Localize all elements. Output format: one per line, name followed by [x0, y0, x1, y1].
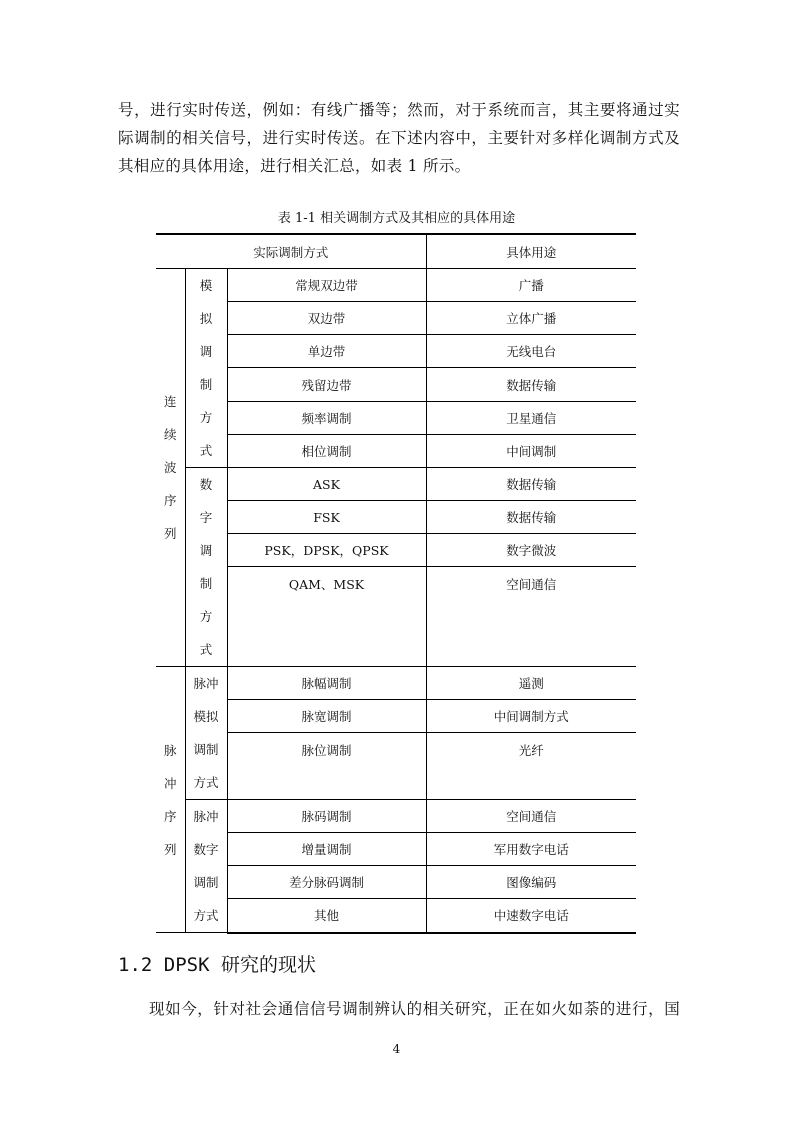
- group-continuous-label: [156, 269, 185, 666]
- table-row: [156, 534, 636, 567]
- table-row: [156, 501, 636, 534]
- vertical-char: 续: [163, 427, 177, 442]
- vertical-char: 列: [163, 526, 177, 541]
- vertical-char: 冲: [163, 775, 177, 791]
- paragraph-line: 号，进行实时传送，例如：有线广播等；然而，对于系统而言，其主要将通过实: [118, 101, 680, 119]
- method-cell: 脉宽调制: [227, 700, 426, 733]
- sub-digital-label: [186, 468, 227, 666]
- table-row: [156, 269, 636, 302]
- vertical-char: 字: [199, 510, 213, 525]
- vertical-char: 数: [199, 477, 213, 492]
- use-cell: 数据传输: [426, 468, 636, 501]
- sub-digital: [185, 468, 227, 667]
- table-header-row: [156, 234, 636, 269]
- sub-pulse-analog: [185, 667, 227, 800]
- header-method: 实际调制方式: [156, 234, 426, 269]
- vertical-char: 方: [199, 410, 213, 425]
- sub-pulse-analog-label: 脉冲 模拟 调制 方式: [193, 676, 219, 790]
- use-cell: 空间通信: [426, 567, 636, 667]
- use-cell: 图像编码: [426, 866, 636, 899]
- method-cell: 其他: [227, 899, 426, 933]
- table-row: [156, 899, 636, 933]
- use-cell: 中间调制: [426, 434, 636, 467]
- vertical-char: 序: [163, 493, 177, 508]
- group-pulse-label: [156, 667, 185, 932]
- paragraph-line: 现如今，针对社会通信信号调制辨认的相关研究，正在如火如荼的进行，国: [149, 1000, 680, 1018]
- vertical-char: 序: [163, 808, 177, 824]
- use-cell: 军用数字电话: [426, 833, 636, 866]
- table-row: [156, 468, 636, 501]
- vertical-char: 波: [163, 460, 177, 475]
- modulation-table: [156, 233, 636, 934]
- vertical-char: 调: [199, 344, 213, 359]
- vertical-char: 方: [199, 609, 213, 624]
- use-cell: 无线电台: [426, 335, 636, 368]
- group-continuous-wave: [156, 269, 185, 667]
- table-row: [156, 700, 636, 733]
- table-row: [156, 401, 636, 434]
- vertical-char: 制: [199, 377, 213, 392]
- method-cell: PSK，DPSK，QPSK: [227, 534, 426, 567]
- use-cell: 遥测: [426, 667, 636, 700]
- table-row: [156, 434, 636, 467]
- use-cell: 中速数字电话: [426, 899, 636, 933]
- sub-analog-label: [186, 269, 227, 467]
- method-cell: 相位调制: [227, 434, 426, 467]
- method-cell: 残留边带: [227, 368, 426, 401]
- sub-pulse-digital: [185, 800, 227, 933]
- use-cell: 光纤: [426, 733, 636, 800]
- paragraph-line: 际调制的相关信号，进行实时传送。在下述内容中，主要针对多样化调制方式及: [118, 129, 680, 147]
- section-heading: 1.2 DPSK 研究的现状: [118, 954, 316, 976]
- vertical-char: 式: [199, 642, 213, 657]
- table-row: [156, 733, 636, 759]
- paragraph-line: 其相应的具体用途，进行相关汇总，如表 1 所示。: [118, 157, 471, 175]
- method-cell: QAM、MSK: [227, 567, 426, 667]
- method-cell: 单边带: [227, 335, 426, 368]
- vertical-char: 模: [199, 278, 213, 293]
- method-cell: 常规双边带: [227, 269, 426, 302]
- use-cell: 数字微波: [426, 534, 636, 567]
- table-row: [156, 833, 636, 866]
- use-cell: 数据传输: [426, 501, 636, 534]
- table-row: [156, 667, 636, 700]
- use-cell: 空间通信: [426, 800, 636, 833]
- method-cell: 增量调制: [227, 833, 426, 866]
- table-row: [156, 302, 636, 335]
- table-row: [156, 800, 636, 833]
- use-cell: 卫星通信: [426, 401, 636, 434]
- vertical-char: 脉: [163, 742, 177, 758]
- method-cell: ASK: [227, 468, 426, 501]
- header-use: 具体用途: [426, 234, 636, 269]
- method-cell: 双边带: [227, 302, 426, 335]
- use-cell: 中间调制方式: [426, 700, 636, 733]
- use-cell: 广播: [426, 269, 636, 302]
- intro-paragraph: [118, 96, 680, 180]
- use-cell: 数据传输: [426, 368, 636, 401]
- group-pulse: [156, 667, 185, 933]
- page-number: 4: [392, 1042, 401, 1056]
- vertical-char: 制: [199, 576, 213, 591]
- table-row: [156, 567, 636, 603]
- vertical-char: 连: [163, 394, 177, 409]
- method-cell: 脉码调制: [227, 800, 426, 833]
- table-row: [156, 335, 636, 368]
- vertical-char: 调: [199, 543, 213, 558]
- vertical-char: 拟: [199, 311, 213, 326]
- body-paragraph: [118, 995, 680, 1023]
- table-row: [156, 368, 636, 401]
- table-caption: 表 1-1 相关调制方式及其相应的具体用途: [277, 211, 516, 226]
- method-cell: FSK: [227, 501, 426, 534]
- sub-pulse-digital-label: 脉冲 数字 调制 方式: [193, 809, 219, 923]
- table-row: [156, 866, 636, 899]
- method-cell: 差分脉码调制: [227, 866, 426, 899]
- use-cell: 立体广播: [426, 302, 636, 335]
- sub-analog: [185, 269, 227, 468]
- vertical-char: 列: [163, 841, 177, 857]
- vertical-char: 式: [199, 443, 213, 458]
- method-cell: 脉幅调制: [227, 667, 426, 700]
- method-cell: 脉位调制: [227, 733, 426, 800]
- method-cell: 频率调制: [227, 401, 426, 434]
